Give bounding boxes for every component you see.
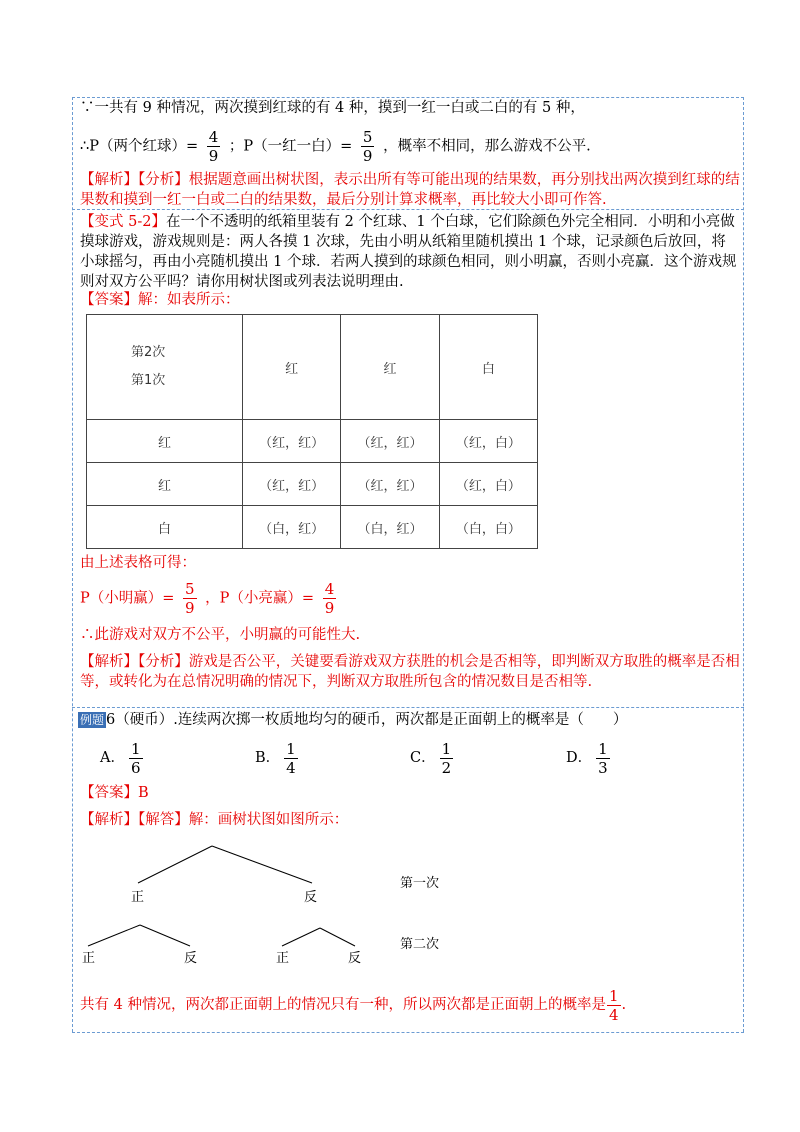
s2-problem: 【变式 5-2】在一个不透明的纸箱里装有 2 个红球、1 个白球，它们除颜色外完全相同．小明和小亮做摸球游戏，游戏规则是：两人各摸 1 次球，先由小明从纸箱里随机摸出 1 个球，记录颜色后放回，将小球摇匀，再由小亮随机摸出 1 个球．若两人摸到的球颜色相同，则小明赢，否则小亮赢．这个游戏规则对双方公平吗？请你用树状图或列表法说明理由.: [80, 214, 737, 290]
option-c: C． $\frac{1}{2}$: [410, 739, 452, 777]
s2-conclusion: ∴此游戏对双方不公平，小明赢的可能性大.: [80, 627, 361, 643]
tree-edge: [88, 925, 140, 946]
tree-node-l1: 反: [304, 890, 318, 905]
s3-analysis: 【解析】【解答】解：画树状图如图所示：: [80, 812, 349, 828]
tree-level2-label: 第二次: [400, 937, 440, 952]
option-b: B． $\frac{1}{4}$: [255, 739, 296, 777]
s1-line1: ∵一共有 9 种情况，两次摸到红球的有 4 种，摸到一红一白或二白的有 5 种，: [80, 100, 585, 116]
col-header: 红: [341, 315, 439, 420]
tree-node-l2: 反: [348, 951, 362, 966]
tree-edge: [212, 846, 312, 883]
tree-edge: [138, 846, 212, 883]
fraction: $\frac{5}{9}$: [362, 128, 373, 165]
table-row: 红 （红，红） （红，红） （红，白）: [87, 420, 538, 463]
tree-level1-label: 第一次: [400, 876, 440, 891]
s3-question: 例题 6（硬币）.连续两次掷一枚质地均匀的硬币，两次都是正面朝上的概率是（ ）: [80, 712, 628, 728]
option-a: A． $\frac{1}{6}$: [100, 739, 141, 777]
fraction: $\frac{1}{4}$: [608, 986, 619, 1024]
tree-node-l2: 正: [276, 951, 290, 966]
s1-analysis: 【解析】【分析】根据题意画出树状图，表示出所有等可能出现的结果数，再分别找出两次摸到红球的结果数和摸到一红一白或二白的结果数，最后分别计算求概率，再比较大小即可作答.: [80, 172, 740, 208]
s2-analysis: 【解析】【分析】游戏是否公平，关键要看游戏双方获胜的机会是否相等，即判断双方取胜的概率是否相等，或转化为在总情况明确的情况下，判断双方取胜所包含的情况数目是否相等.: [80, 654, 740, 690]
s3-answer: 【答案】B: [80, 785, 149, 801]
col-header: 红: [243, 315, 341, 420]
table-row: 白 （白，红） （白，红） （白，白）: [87, 506, 538, 549]
col-header: 白: [439, 315, 537, 420]
s2-probabilities: P（小明赢）= $\frac{5}{9}$ ，P（小亮赢）= $\frac{4}{9}$: [80, 580, 335, 617]
option-d: D． $\frac{1}{3}$: [566, 739, 608, 777]
tree-edge: [320, 928, 355, 946]
tree-edge: [140, 925, 190, 946]
fraction: $\frac{4}{9}$: [324, 580, 335, 617]
table-row: 红 （红，红） （红，红） （红，白）: [87, 463, 538, 506]
s3-final: 共有 4 种情况，两次都正面朝上的情况只有一种，所以两次都是正面朝上的概率是 $\frac{1}{4}$ .: [80, 986, 627, 1024]
example-badge: 例题: [80, 713, 105, 727]
s2-derive: 由上述表格可得：: [80, 555, 196, 571]
tree-node-l1: 正: [131, 890, 145, 905]
tree-edge: [282, 928, 320, 946]
tree-node-l2: 正: [82, 951, 96, 966]
table-corner: 第2次 第1次: [87, 315, 243, 420]
s1-line2: ∴P（两个红球）= $\frac{4}{9}$ ；P（一红一白）= $\frac{5}{9}$ ，概率不相同，那么游戏不公平.: [80, 128, 591, 165]
fraction: $\frac{4}{9}$: [208, 128, 219, 165]
s2-answer: 【答案】解：如表所示：: [80, 292, 240, 308]
tree-node-l2: 反: [184, 951, 198, 966]
fraction: $\frac{5}{9}$: [185, 580, 195, 617]
